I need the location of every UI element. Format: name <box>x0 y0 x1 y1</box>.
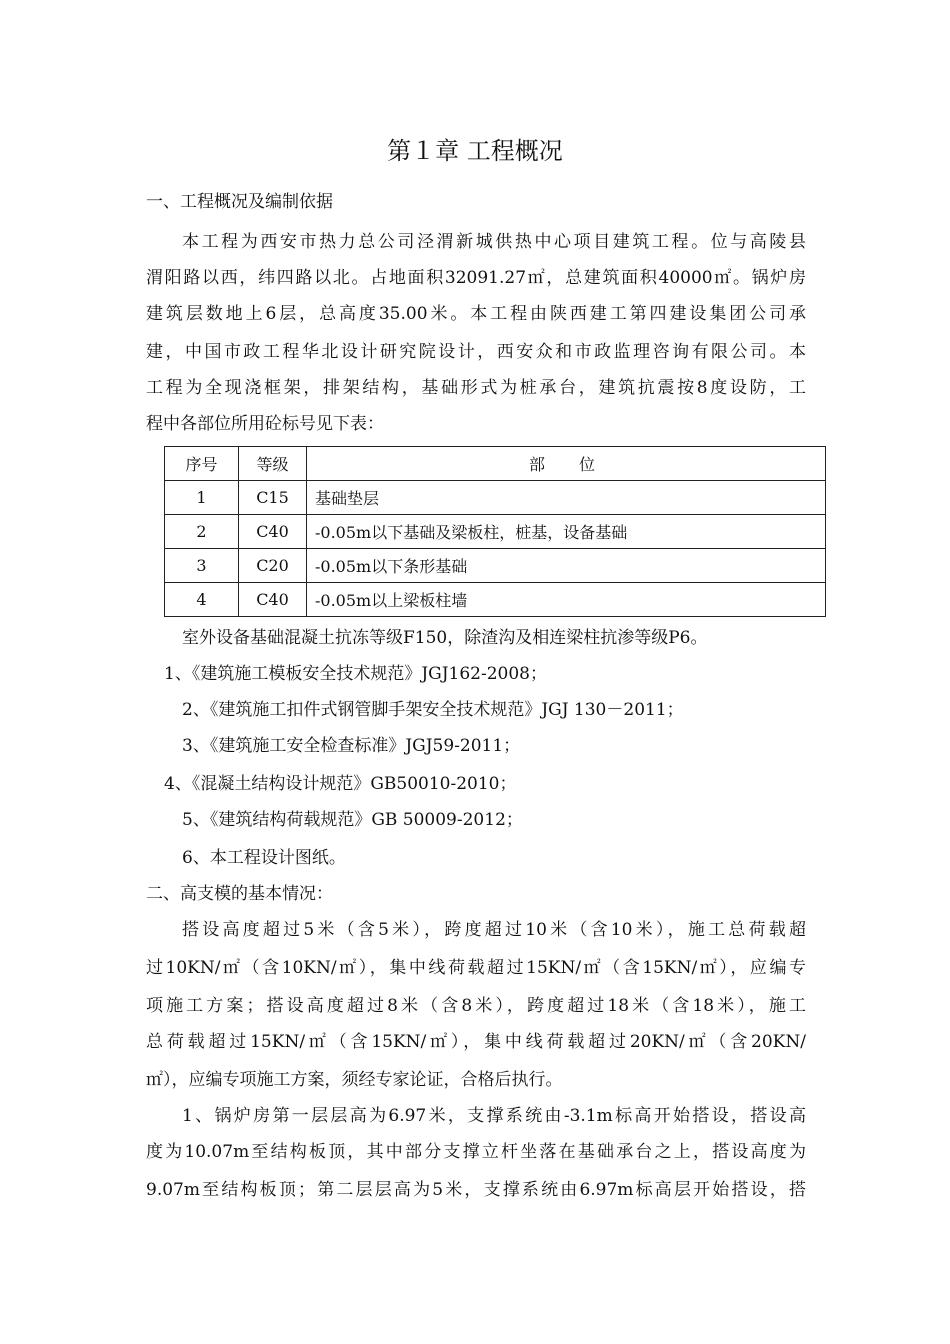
table-cell: 2 <box>165 515 239 549</box>
header-cell: 序号 <box>165 447 239 481</box>
table-cell: 3 <box>165 549 239 583</box>
paragraph-line: 9.07m至结构板顶；第二层层高为5米，支撑系统由6.97m标高层开始搭设，搭 <box>146 1180 806 1200</box>
paragraph-line: 程中各部位所用砼标号见下表： <box>146 414 384 434</box>
table-cell: 基础垫层 <box>307 481 826 515</box>
header-cell: 等级 <box>239 447 307 481</box>
section-heading-2: 二、高支模的基本情况： <box>146 884 333 904</box>
table-cell: C40 <box>239 515 307 549</box>
table-row <box>165 583 826 617</box>
table-cell: C40 <box>239 583 307 617</box>
reference-item: 2、《建筑施工扣件式钢管脚手架安全技术规范》JGJ 130－2011； <box>182 700 684 720</box>
section-heading-1: 一、工程概况及编制依据 <box>146 192 333 212</box>
reference-item: 6、本工程设计图纸。 <box>182 848 346 868</box>
paragraph-line: 总荷载超过15KN/㎡（含15KN/㎡），集中线荷载超过20KN/㎡（含20KN/ <box>146 1032 806 1052</box>
table-cell: -0.05m以下条形基础 <box>307 549 826 583</box>
paragraph-line: 1、锅炉房第一层层高为6.97米，支撑系统由-3.1m标高开始搭设，搭设高 <box>182 1106 806 1126</box>
concrete-grade-table <box>164 446 826 617</box>
table-row <box>165 515 826 549</box>
paragraph-line: 建筑层数地上6层，总高度35.00米。本工程由陕西建工第四建设集团公司承 <box>146 304 806 324</box>
table-header-row <box>165 447 826 481</box>
table-row <box>165 549 826 583</box>
note-line: 室外设备基础混凝土抗冻等级F150，除渣沟及相连梁柱抗渗等级P6。 <box>182 628 708 648</box>
paragraph-line: 项施工方案；搭设高度超过8米（含8米），跨度超过18米（含18米），施工 <box>146 996 806 1016</box>
paragraph-line: 建，中国市政工程华北设计研究院设计，西安众和市政监理咨询有限公司。本 <box>146 342 806 362</box>
table-cell: 4 <box>165 583 239 617</box>
table-row <box>165 481 826 515</box>
paragraph-line: 过10KN/㎡（含10KN/㎡），集中线荷载超过15KN/㎡（含15KN/㎡），应编专 <box>146 958 806 978</box>
paragraph-line: 渭阳路以西，纬四路以北。占地面积32091.27㎡，总建筑面积40000㎡。锅炉房 <box>146 268 806 288</box>
header-cell: 部位 <box>307 447 826 481</box>
table-cell: C20 <box>239 549 307 583</box>
table-cell: -0.05m以下基础及梁板柱，桩基，设备基础 <box>307 515 826 549</box>
paragraph-line: 搭设高度超过5米（含5米），跨度超过10米（含10米），施工总荷载超 <box>182 920 806 940</box>
paragraph-line: 工程为全现浇框架，排架结构，基础形式为桩承台，建筑抗震按8度设防，工 <box>146 378 806 398</box>
reference-item: 4、《混凝土结构设计规范》GB50010-2010； <box>164 774 517 794</box>
paragraph-line: ㎡），应编专项施工方案，须经专家论证，合格后执行。 <box>146 1070 563 1090</box>
table-cell: 1 <box>165 481 239 515</box>
reference-item: 1、《建筑施工模板安全技术规范》JGJ162-2008； <box>164 664 547 684</box>
paragraph-line: 度为10.07m至结构板顶，其中部分支撑立杆坐落在基础承台之上，搭设高度为 <box>146 1142 806 1162</box>
page-title: 第１章 工程概况 <box>387 137 563 165</box>
reference-item: 3、《建筑施工安全检查标准》JGJ59-2011； <box>182 736 521 756</box>
table-cell: -0.05m以上梁板柱墙 <box>307 583 826 617</box>
table-cell: C15 <box>239 481 307 515</box>
reference-item: 5、《建筑结构荷载规范》GB 50009-2012； <box>182 810 523 830</box>
paragraph-line: 本工程为西安市热力总公司泾渭新城供热中心项目建筑工程。位与高陵县 <box>182 232 806 252</box>
